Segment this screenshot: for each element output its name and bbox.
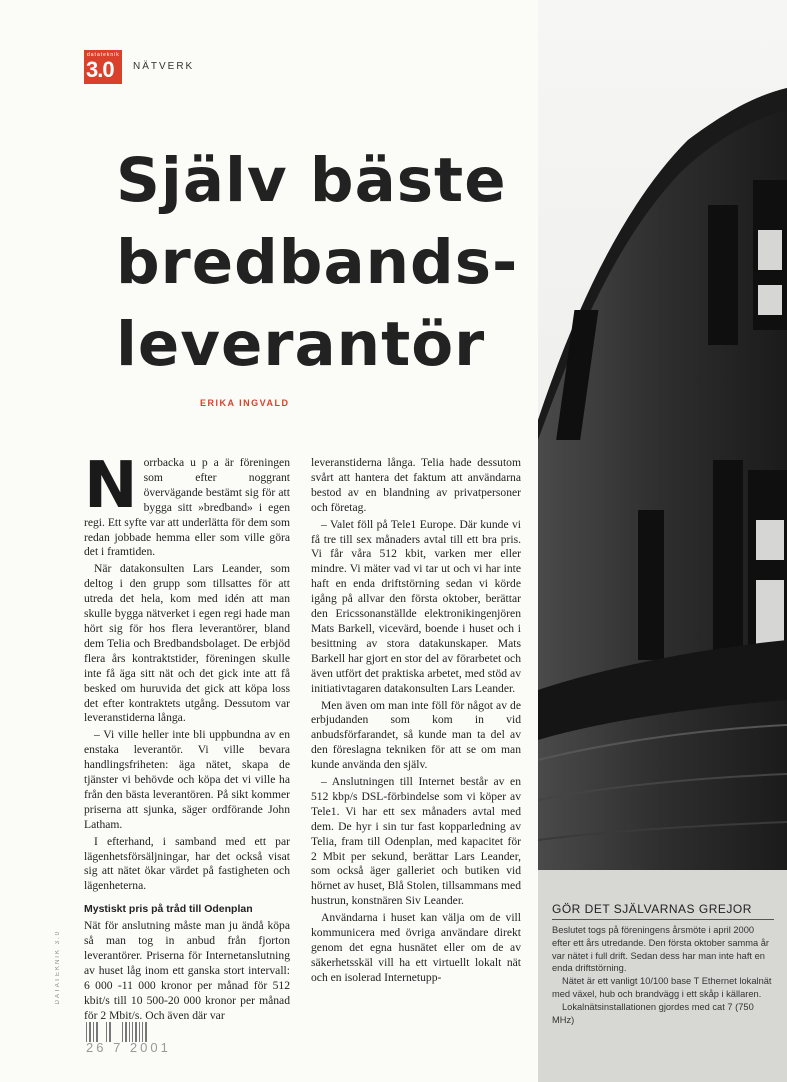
paragraph: – Vi ville heller inte bli uppbundna av en enstaka leverantör. Vi ville bevara handlingsfriheten: äga nätet, skapa de tjänster vi behövde och köpa det vi ville ha från den bästa leverantören. På sikt kommer priserna att sjunka, säger ordförande John Latham. [84, 728, 290, 831]
magazine-logo [84, 50, 122, 84]
section-label: NÄTVERK [133, 61, 195, 72]
fact-box-text [552, 924, 774, 1026]
fact-paragraph: Nätet är ett vanligt 10/100 base T Ethernet lokalnät med växel, hub och brandvägg i ett skåp i källaren. [552, 976, 772, 999]
fact-paragraph: Lokalnätsinstallationen gjordes med cat 7 (750 MHz) [552, 1001, 754, 1025]
paragraph: Nät för anslutning måste man ju ändå köpa så man tog in anbud från fjorton leverantörer. Priserna för Internetanslutning av huset låg inom ett ganska stort intervall: 6 000 -11 000 kronor per månad för 512 kbit/s till 10 500-20 000 kronor per månad för 2 Mbit/s. Och även där var [84, 919, 290, 1022]
subheading: Mystiskt pris på tråd till Odenplan [84, 903, 253, 916]
text-column-2 [311, 456, 521, 988]
building-photo [538, 0, 787, 870]
paragraph: När datakonsulten Lars Leander, som deltog i den grupp som tillsattes för att utreda det hela, kom med idén att man skulle bygga nätverket i egen regi hade man hört sig för hos flera leverantörer, bland dem Telia och Bredbandsbolaget. De erbjöd flera års kontraktstider, föreningen skulle inte få äga sitt nät och det gick inte att få besked om huruvida det gick att köpa loss det efter kontraktets utgång. Dessutom var leveranstiderna långa. [84, 562, 290, 725]
paragraph [84, 449, 290, 560]
headline-line-1: Själv bäste [116, 145, 507, 216]
fact-box-title: GÖR DET SJÄLVARNAS GREJOR [552, 902, 774, 920]
paragraph: I efterhand, i samband med ett par lägenhetsförsäljningar, har det också visat sig att nätet ökar värdet på fastigheten och lägenheterna. [84, 834, 290, 893]
byline: ERIKA INGVALD [200, 398, 290, 408]
paragraph: Men även om man inte föll för något av de erbjudanden som kom in vid anbudsförfarandet, så kunde man ta del av den föreslagna tekniken för att se om man kunde använda den själv. [311, 698, 521, 772]
text-column-1 [84, 449, 290, 1026]
paragraph: – Anslutningen till Internet består av en 512 kbp/s DSL-förbindelse som vi köper av Tele1. Vi har ett sex månaders avtal med dem. De hyr i sin tur fast kopparledning av Telia, fram till Odenplan, med kapacitet för 2 Mbit per sekund, berättar Lars Leander, som också äger galleriet och butiken vid hörnet av huset, Blå Stolen, tillsammans med hustrun, konstnären Siv Leander. [311, 775, 521, 908]
logo-small-text: datateknik [87, 52, 120, 58]
fact-paragraph: Beslutet togs på föreningens årsmöte i april 2000 efter ett års utredande. Den första oktober samma år var nätet i full drift. Sedan dess har man inte haft en enda driftstörning. [552, 925, 770, 974]
drop-cap: N [84, 449, 138, 523]
paragraph: Användarna i huset kan välja om de vill kommunicera med övriga användare direkt genom det egna husnätet eller om de av säkerhetsskäl vill ha ett virtuellt lokalt nät och en isolerad Internetupp- [311, 911, 521, 984]
paragraph: leveranstiderna långa. Telia hade dessutom svårt att hantera det faktum att användarna bestod av en blandning av privatpersoner och företag. [311, 456, 521, 514]
side-tag: DATATEKNIK 3.0 [55, 930, 61, 1005]
paragraph-text: orrbacka u p a är föreningen som efter noggrant övervägande bestämt sig för att bygga sitt »bredband» i egen regi. Ett syfte var att underlätta för dem som redan jobbade hemma eller som ville göra det i framtiden. [84, 456, 290, 559]
page-folio: 26 7 2001 [86, 1040, 171, 1055]
barcode-icon [86, 1022, 156, 1042]
headline-line-3: leverantör [116, 309, 486, 380]
article-headline [116, 140, 518, 386]
logo-number: 3.0 [86, 57, 114, 82]
headline-line-2: bredbands- [116, 227, 519, 298]
paragraph: – Valet föll på Tele1 Europe. Där kunde vi få tre till sex månaders avtal till ett bra pris. Vi får våra 512 kbit, varken mer eller mindre. Vi mäter vad vi tar ut och vi har inte haft en enda driftstörning sedan vi körde igång på allvar den första oktober, berättar den Ericssonanställde elektronikingenjören Mats Barkell, vicevärd, boende i huset och i besittning av stora datakunskaper. Mats Barkell har gjort en stor del av förarbetet och även utfört det praktiska arbetet, med stöd av initiativtagaren datakonsulten Lars Leander. [311, 517, 521, 695]
fact-box [538, 870, 787, 1082]
